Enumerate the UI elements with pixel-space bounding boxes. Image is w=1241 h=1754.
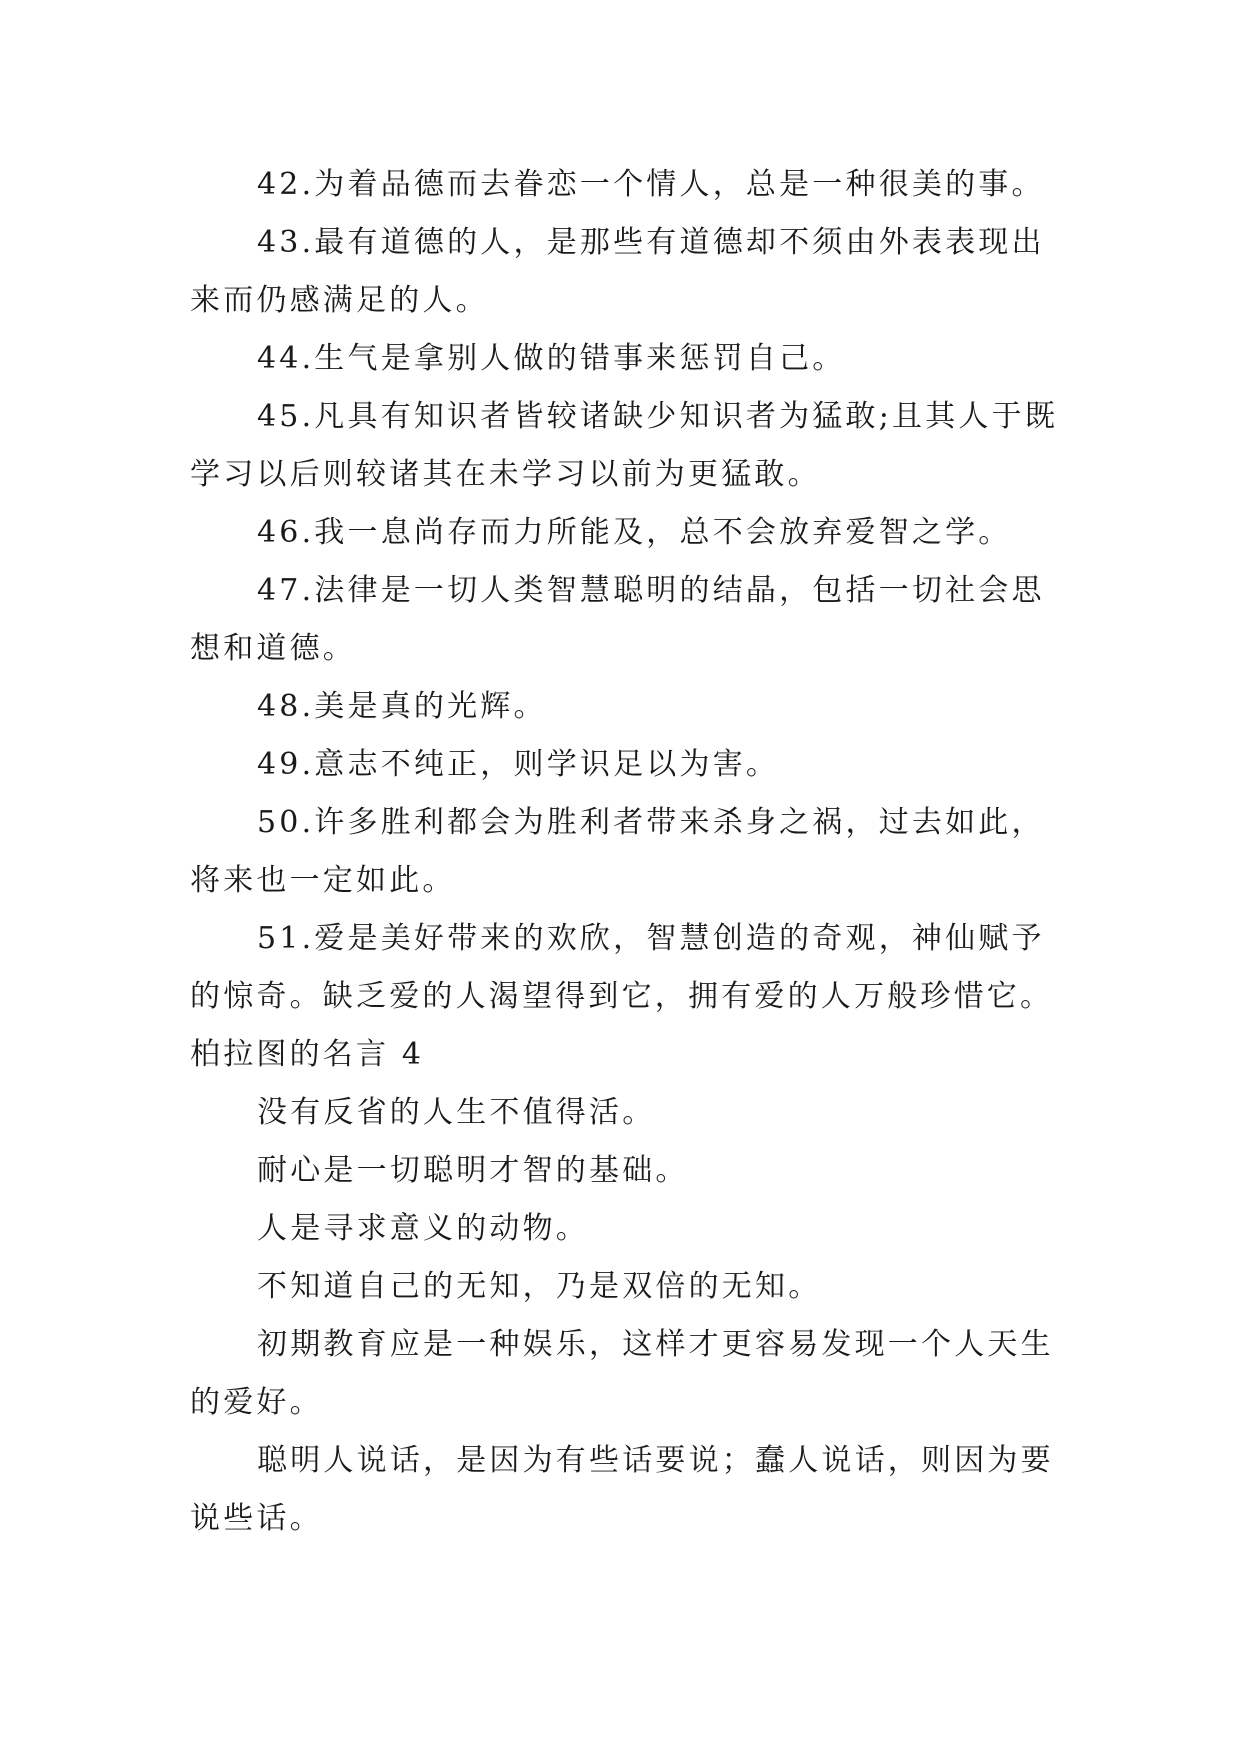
quote-item: 耐心是一切聪明才智的基础。 [257, 1153, 689, 1188]
quote-51: 51.爱是美好带来的欢欣，智慧创造的奇观，神仙赋予的惊奇。缺乏爱的人渴望得到它，拥有爱的人万般珍惜它。 [190, 921, 1054, 1014]
quote-item: 初期教育应是一种娱乐，这样才更容易发现一个人天生的爱好。 [190, 1327, 1054, 1420]
quote-42: 42.为着品德而去眷恋一个情人，总是一种很美的事。 [257, 167, 1045, 202]
quote-50: 50.许多胜利都会为胜利者带来杀身之祸，过去如此，将来也一定如此。 [190, 805, 1045, 898]
section-heading: 柏拉图的名言 4 [190, 1037, 425, 1072]
quote-item: 人是寻求意义的动物。 [257, 1211, 589, 1246]
quote-44: 44.生气是拿别人做的错事来惩罚自己。 [257, 341, 846, 376]
quote-46: 46.我一息尚存而力所能及，总不会放弃爱智之学。 [257, 515, 1012, 550]
quote-item: 不知道自己的无知，乃是双倍的无知。 [257, 1269, 822, 1304]
quote-48: 48.美是真的光辉。 [257, 689, 547, 724]
quote-47: 47.法律是一切人类智慧聪明的结晶，包括一切社会思想和道德。 [190, 573, 1045, 666]
quote-45: 45.凡具有知识者皆较诸缺少知识者为猛敢;且其人于既学习以后则较诸其在未学习以前为更猛敢。 [190, 399, 1059, 492]
quote-item: 聪明人说话，是因为有些话要说；蠢人说话，则因为要说些话。 [190, 1443, 1054, 1536]
quote-43: 43.最有道德的人，是那些有道德却不须由外表表现出来而仍感满足的人。 [190, 225, 1045, 318]
quote-49: 49.意志不纯正，则学识足以为害。 [257, 747, 780, 782]
quote-item: 没有反省的人生不值得活。 [257, 1095, 656, 1130]
document-page [190, 156, 1060, 1548]
